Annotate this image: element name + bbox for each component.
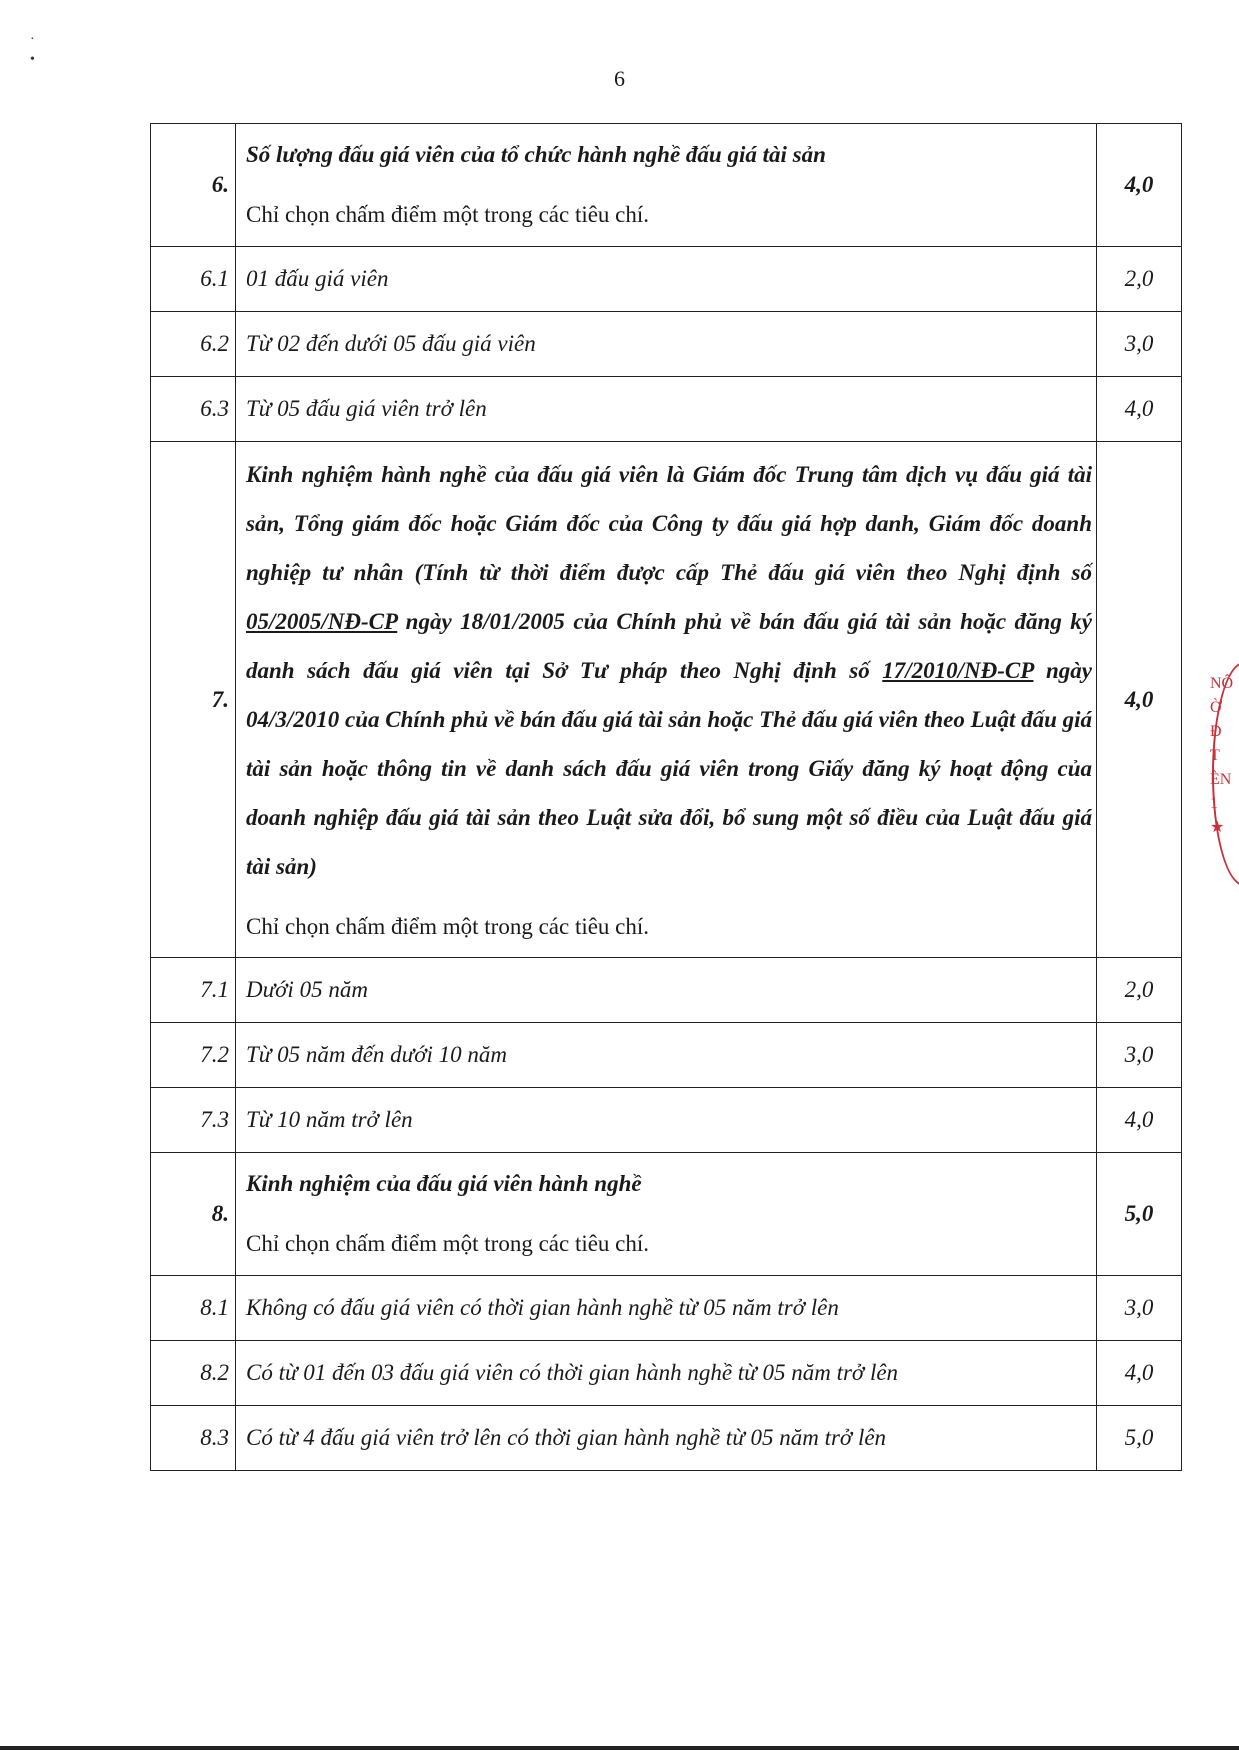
criterion-title-part: Kinh nghiệm hành nghề của đấu giá viên là Giám đốc Trung tâm dịch vụ đấu giá tài sản, Tổng giám đốc hoặc Giám đốc của Công ty đấu giá hợp danh, Giám đốc doanh nghiệp tư nhân (Tính từ thời điểm được cấp Thẻ đấu giá viên theo Nghị định số	[246, 462, 1092, 585]
sub-criterion-row	[151, 377, 1182, 442]
sub-criterion-score: 2,0	[1097, 247, 1182, 312]
sub-criterion-score: 5,0	[1097, 1406, 1182, 1471]
criteria-table	[150, 123, 1182, 1471]
sub-criterion-row	[151, 312, 1182, 377]
criterion-number: 8.	[151, 1153, 236, 1276]
sub-criterion-description: Từ 05 đấu giá viên trở lên	[236, 377, 1097, 442]
criterion-description	[236, 442, 1097, 958]
criterion-number: 7.	[151, 442, 236, 958]
criterion-number: 6.	[151, 124, 236, 247]
sub-criterion-score: 2,0	[1097, 958, 1182, 1023]
criterion-score: 5,0	[1097, 1153, 1182, 1276]
sub-criterion-number: 8.1	[151, 1276, 236, 1341]
criterion-title: Số lượng đấu giá viên của tổ chức hành nghề đấu giá tài sản	[246, 142, 826, 167]
page-number: 6	[614, 66, 625, 91]
criterion-score: 4,0	[1097, 442, 1182, 958]
sub-criterion-description: Từ 10 năm trở lên	[236, 1088, 1097, 1153]
decree-reference: 17/2010/NĐ-CP	[882, 658, 1034, 683]
sub-criterion-score: 4,0	[1097, 1088, 1182, 1153]
sub-criterion-number: 7.3	[151, 1088, 236, 1153]
sub-criterion-score: 4,0	[1097, 1341, 1182, 1406]
sub-criterion-row	[151, 1406, 1182, 1471]
decree-reference: 05/2005/NĐ-CP	[246, 609, 398, 634]
criterion-title-part: ngày 04/3/2010 của Chính phủ về bán đấu giá tài sản hoặc Thẻ đấu giá viên theo Luật đấu giá tài sản hoặc thông tin về danh sách đấu giá viên trong Giấy đăng ký hoạt động của doanh nghiệp đấu giá tài sản theo Luật sửa đổi, bổ sung một số điều của Luật đấu giá tài sản)	[246, 658, 1093, 879]
sub-criterion-description: Từ 02 đến dưới 05 đấu giá viên	[236, 312, 1097, 377]
sub-criterion-description: Có từ 4 đấu giá viên trở lên có thời gian hành nghề từ 05 năm trở lên	[236, 1406, 1097, 1471]
criterion-note: Chỉ chọn chấm điểm một trong các tiêu chí.	[246, 1231, 650, 1256]
criterion-note: Chỉ chọn chấm điểm một trong các tiêu chí.	[246, 914, 650, 939]
sub-criterion-score: 3,0	[1097, 1023, 1182, 1088]
sub-criterion-number: 6.3	[151, 377, 236, 442]
sub-criterion-description: Có từ 01 đến 03 đấu giá viên có thời gian hành nghề từ 05 năm trở lên	[236, 1341, 1097, 1406]
sub-criterion-row	[151, 1023, 1182, 1088]
sub-criterion-row	[151, 958, 1182, 1023]
sub-criterion-row	[151, 247, 1182, 312]
sub-criterion-number: 8.3	[151, 1406, 236, 1471]
red-seal-fragment: NỐ Ờ Đ T ÈN 1 ★	[1210, 675, 1234, 836]
criterion-title: Kinh nghiệm của đấu giá viên hành nghề	[246, 1171, 642, 1196]
sub-criterion-number: 8.2	[151, 1341, 236, 1406]
sub-criterion-row	[151, 1341, 1182, 1406]
sub-criterion-score: 3,0	[1097, 1276, 1182, 1341]
criterion-title	[246, 442, 1092, 897]
sub-criterion-score: 3,0	[1097, 312, 1182, 377]
criterion-description	[236, 1153, 1097, 1276]
sub-criterion-score: 4,0	[1097, 377, 1182, 442]
criterion-row-7	[151, 442, 1182, 958]
sub-criterion-number: 6.2	[151, 312, 236, 377]
criterion-note: Chỉ chọn chấm điểm một trong các tiêu chí.	[246, 202, 650, 227]
sub-criterion-row	[151, 1276, 1182, 1341]
sub-criterion-description: Không có đấu giá viên có thời gian hành nghề từ 05 năm trở lên	[236, 1276, 1097, 1341]
scan-specks: · •	[30, 32, 35, 67]
criterion-row-6	[151, 124, 1182, 247]
criterion-title-part: ngày 18/01/2005 của Chính phủ về bán đấu giá tài sản hoặc đăng ký danh sách đấu giá viên tại Sở Tư pháp theo Nghị định số	[246, 609, 1092, 683]
criterion-description	[236, 124, 1097, 247]
criterion-row-8	[151, 1153, 1182, 1276]
sub-criterion-number: 7.2	[151, 1023, 236, 1088]
sub-criterion-number: 7.1	[151, 958, 236, 1023]
scan-edge-line	[0, 1746, 1239, 1750]
sub-criterion-description: Từ 05 năm đến dưới 10 năm	[236, 1023, 1097, 1088]
sub-criterion-description: Dưới 05 năm	[236, 958, 1097, 1023]
sub-criterion-row	[151, 1088, 1182, 1153]
sub-criterion-description: 01 đấu giá viên	[236, 247, 1097, 312]
sub-criterion-number: 6.1	[151, 247, 236, 312]
criterion-score: 4,0	[1097, 124, 1182, 247]
